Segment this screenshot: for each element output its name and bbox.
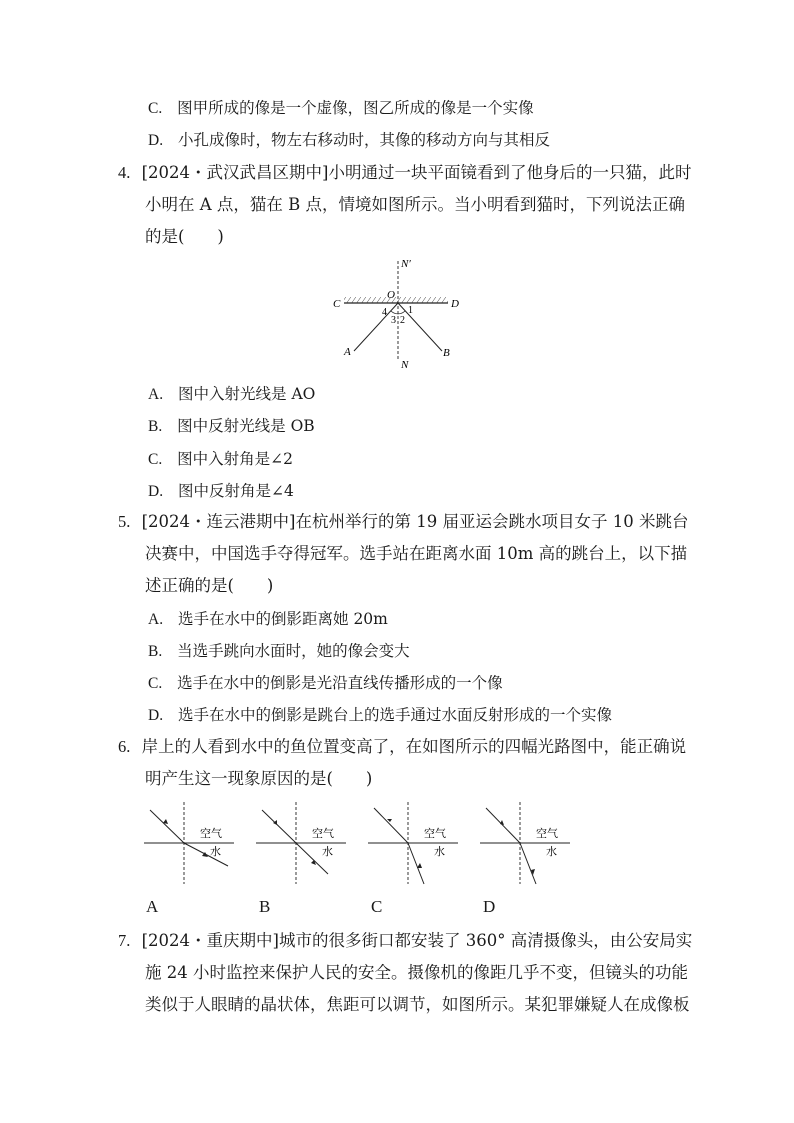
q5-stem-line2: 决赛中，中国选手夺得冠军。选手站在距离水面 10m 高的跳台上，以下描 <box>145 544 688 563</box>
q4-option-a <box>148 384 315 405</box>
label-n: N <box>401 359 409 371</box>
option-label: D. <box>148 483 164 500</box>
ray-ob <box>398 303 442 351</box>
q5-option-b <box>148 641 410 662</box>
water-label: 水 <box>322 845 333 858</box>
q5-stem-line3: 述正确的是( ) <box>145 576 274 595</box>
water-label: 水 <box>546 845 557 858</box>
label-angle-1: 1 <box>408 305 413 316</box>
label-d: D <box>451 298 459 310</box>
option-label: B. <box>148 418 163 435</box>
mirror-hatching <box>344 297 448 303</box>
option-label: C. <box>148 451 163 468</box>
air-label: 空气 <box>536 827 558 840</box>
q5-stem-line1 <box>118 512 688 532</box>
label-c: C <box>333 298 341 310</box>
q7-stem-line1 <box>118 931 692 951</box>
label-angle-2: 2 <box>400 315 405 326</box>
q5-option-d <box>148 705 612 726</box>
q4-mirror-diagram <box>330 255 470 375</box>
option-text: 图中入射角是∠2 <box>177 450 294 468</box>
label-angle-3: 3 <box>391 315 396 326</box>
q4-stem-line2: 小明在 A 点，猫在 B 点，情境如图所示。当小明看到猫时，下列说法正确 <box>145 195 686 214</box>
question-number: 4. <box>118 163 131 182</box>
question-number: 5. <box>118 512 131 531</box>
label-b: B <box>443 347 450 359</box>
question-number: 7. <box>118 931 131 950</box>
q4-option-c <box>148 449 293 470</box>
q6-diagram-a <box>144 802 234 886</box>
q6-diagram-c <box>368 802 458 886</box>
label-a: A <box>344 346 351 358</box>
air-label: 空气 <box>312 827 334 840</box>
q4-stem-line1 <box>118 163 692 183</box>
question-text: 岸上的人看到水中的鱼位置变高了，在如图所示的四幅光路图中，能正确说 <box>141 737 687 756</box>
water-label: 水 <box>434 845 445 858</box>
diagram-label-b: B <box>259 897 271 916</box>
air-label: 空气 <box>200 827 222 840</box>
option-label: D. <box>148 132 164 149</box>
option-label: B. <box>148 643 163 660</box>
option-text: 图中反射光线是 OB <box>177 417 315 435</box>
option-label: A. <box>148 611 164 628</box>
diagram-label-a: A <box>146 897 159 916</box>
label-o: O <box>387 289 395 301</box>
option-text: 图甲所成的像是一个虚像，图乙所成的像是一个实像 <box>177 99 534 117</box>
diagram-label-c: C <box>371 897 383 916</box>
q4-stem-line3: 的是( ) <box>145 227 224 246</box>
option-text: 选手在水中的倒影是光沿直线传播形成的一个像 <box>177 674 503 692</box>
diagram-label-d: D <box>483 897 496 916</box>
q6-stem-line2: 明产生这一现象原因的是( ) <box>145 769 373 788</box>
option-label: C. <box>148 100 163 117</box>
option-label: A. <box>148 386 164 403</box>
question-text: [2024・武汉武昌区期中]小明通过一块平面镜看到了他身后的一只猫，此时 <box>141 163 692 182</box>
option-text: 选手在水中的倒影距离她 20m <box>178 610 388 628</box>
q6-diagram-b <box>256 802 346 886</box>
label-angle-4: 4 <box>382 307 387 318</box>
water-label: 水 <box>210 845 221 858</box>
question-text: [2024・连云港期中]在杭州举行的第 19 届亚运会跳水项目女子 10 米跳台 <box>141 512 689 531</box>
q7-stem-line3: 类似于人眼睛的晶状体，焦距可以调节，如图所示。某犯罪嫌疑人在成像板 <box>145 995 690 1014</box>
q3-option-c <box>148 98 534 119</box>
option-label: D. <box>148 707 164 724</box>
option-label: C. <box>148 675 163 692</box>
label-n-prime: N′ <box>401 258 411 270</box>
option-text: 图中入射光线是 AO <box>178 385 316 403</box>
q6-diagram-d <box>480 802 570 886</box>
option-text: 图中反射角是∠4 <box>178 482 294 500</box>
q6-stem-line1 <box>118 737 686 757</box>
option-text: 选手在水中的倒影是跳台上的选手通过水面反射形成的一个实像 <box>178 706 613 724</box>
q7-stem-line2: 施 24 小时监控来保护人民的安全。摄像机的像距几乎不变，但镜头的功能 <box>145 963 688 982</box>
q4-option-d <box>148 481 294 502</box>
option-text: 当选手跳向水面时，她的像会变大 <box>177 642 410 660</box>
question-text: [2024・重庆期中]城市的很多街口都安装了 360° 高清摄像头，由公安局实 <box>141 931 693 950</box>
option-text: 小孔成像时，物左右移动时，其像的移动方向与其相反 <box>178 131 551 149</box>
ray-ao <box>354 303 398 351</box>
air-label: 空气 <box>424 827 446 840</box>
q4-option-b <box>148 416 315 437</box>
q3-option-d <box>148 130 550 151</box>
q5-option-c <box>148 673 503 694</box>
q5-option-a <box>148 609 388 630</box>
question-number: 6. <box>118 737 131 756</box>
